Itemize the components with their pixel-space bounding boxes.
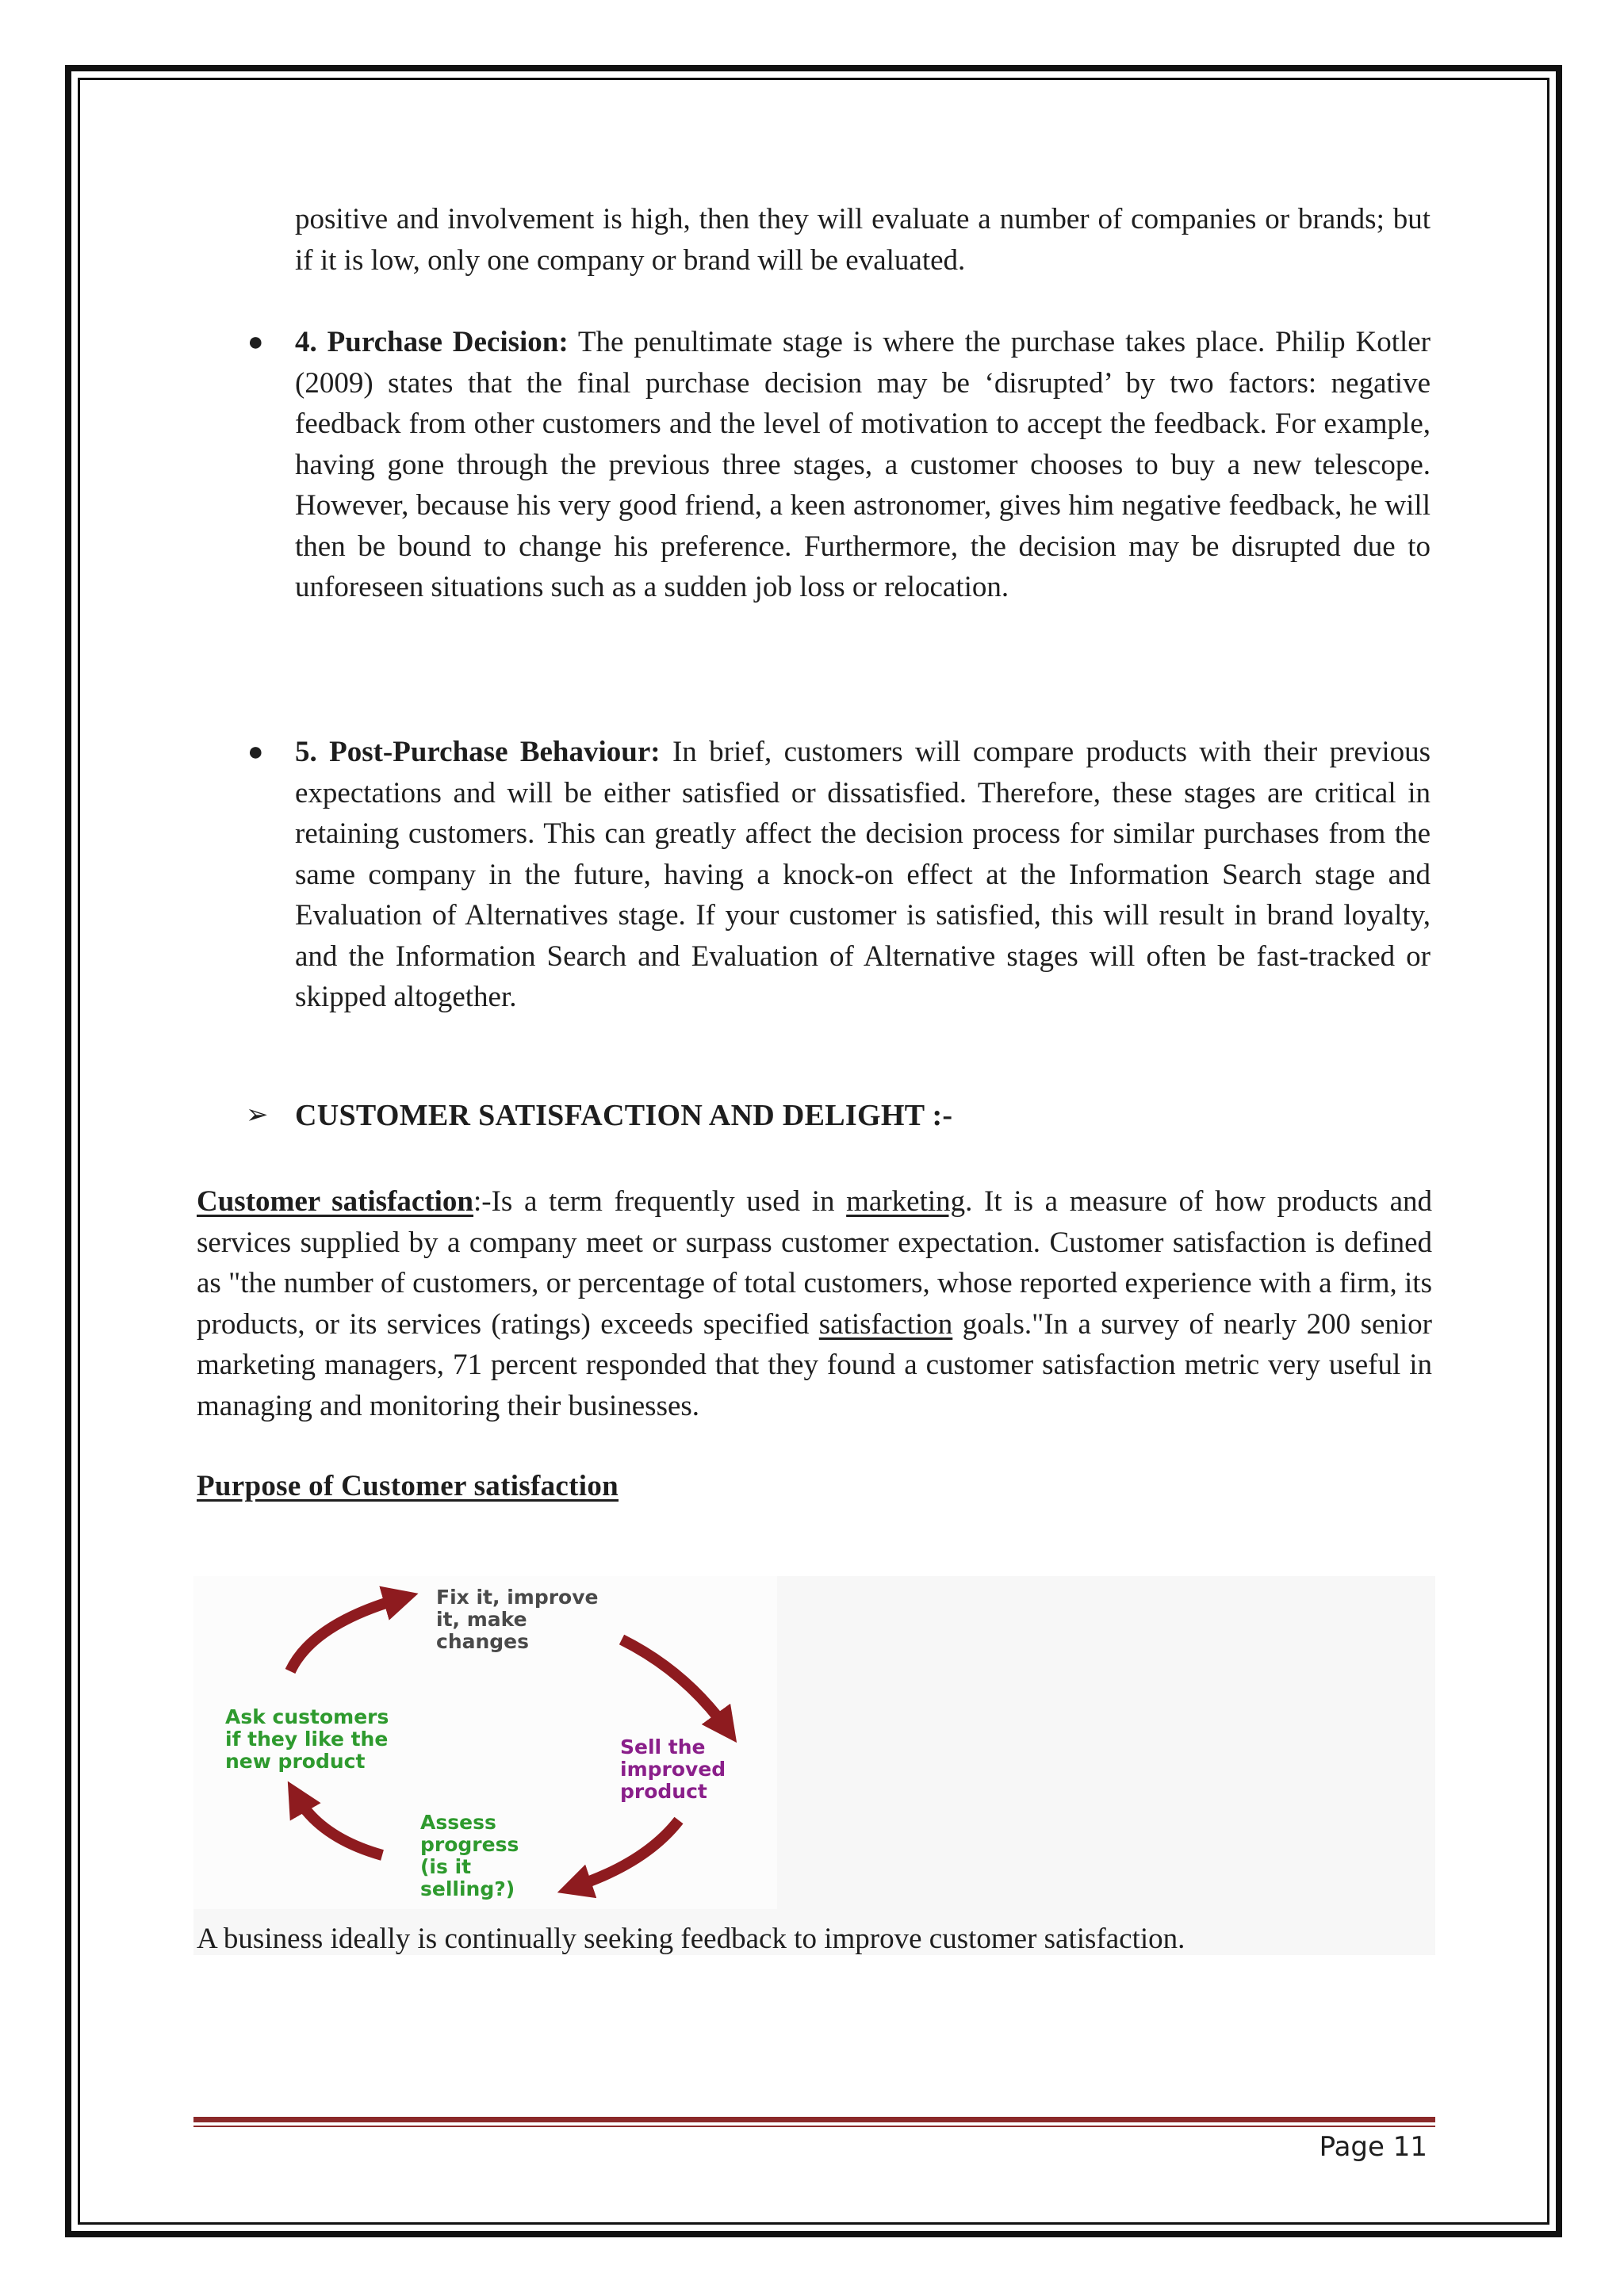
cycle-label-sell: Sell the improved product — [620, 1735, 726, 1803]
page-number: Page 11 — [1319, 2131, 1427, 2163]
figure-caption: A business ideally is continually seeking feedback to improve customer satisfaction. — [197, 1923, 1185, 1955]
definition-text-2: . It is a measure of how products and services supplied by a company meet or surpass customer expectation. Customer satisfaction is defined as "the number of customers, or percentage of total customers, whose reported experience with a firm, its products, or its services (ratings) exceeds specified — [197, 1185, 1433, 1341]
bullet-title: 5. Post-Purchase Behaviour: — [295, 736, 661, 768]
cycle-arrow-bottom-left — [297, 1797, 382, 1855]
definition-sep: :- — [473, 1185, 492, 1218]
cycle-label-assess: Assess progress (is it selling?) — [420, 1811, 519, 1900]
definition-text-1: Is a term frequently used in — [491, 1185, 847, 1218]
section-heading: CUSTOMER SATISFACTION AND DELIGHT :- — [295, 1099, 953, 1132]
definition-paragraph — [197, 1181, 1432, 1426]
footer-rule-thin — [193, 2126, 1435, 2127]
arrow-bullet-icon: ➢ — [246, 1100, 269, 1130]
bullet-dot: ● — [247, 737, 264, 767]
cycle-label-ask: Ask customers if they like the new product — [225, 1705, 389, 1773]
cycle-arrow-top-right — [622, 1640, 726, 1728]
bullet-text: The penultimate stage is where the purchase takes place. Philip Kotler (2009) states that the final purchase decision may be ‘disrupted’ by two factors: negative feedback from other customers and the level of motivation to accept the feedback. For example, having gone through the previous three stages, a customer chooses to buy a new telescope. However, because his very good friend, a keen astronomer, gives him negative feedback, he will then be bound to change his preference. Furthermore, the decision may be disrupted due to unforeseen situations such as a sudden job loss or relocation. — [295, 326, 1431, 603]
bullet-text: In brief, customers will compare products with their previous expectations and will be either satisfied or dissatisfied. Therefore, these stages are critical in retaining customers. This can greatly affect the decision process for similar purchases from the same company in the future, having a knock-on effect at the Information Search stage and Evaluation of Alternatives stage. If your customer is satisfied, this will result in brand loyalty, and the Information Search and Evaluation of Alternative stages will often be fast-tracked or skipped altogether. — [295, 736, 1431, 1013]
intro-paragraph: positive and involvement is high, then they will evaluate a number of companies or brands; but if it is low, only one company or brand will be evaluated. — [295, 203, 1431, 277]
purpose-heading: Purpose of Customer satisfaction — [197, 1470, 619, 1502]
bullet-purchase-decision — [295, 322, 1431, 608]
definition-text-3: goals."In a survey of nearly 200 senior marketing managers, 71 percent responded that they found a customer satisfaction metric very useful in managing and monitoring their businesses. — [197, 1307, 1432, 1422]
cycle-label-fix: Fix it, improve it, make changes — [436, 1586, 599, 1653]
bullet-title: 4. Purchase Decision: — [295, 326, 569, 358]
satisfaction-link[interactable]: satisfaction — [818, 1307, 953, 1341]
bullet-dot: ● — [247, 327, 264, 357]
cycle-arrow-bottom-right — [574, 1820, 679, 1887]
marketing-link[interactable]: marketing — [846, 1185, 966, 1218]
bullet-post-purchase — [295, 732, 1431, 1018]
cycle-arrow-top-left — [290, 1598, 401, 1671]
term-customer-satisfaction: Customer satisfaction — [197, 1185, 473, 1218]
footer-rule-thick — [193, 2117, 1435, 2122]
